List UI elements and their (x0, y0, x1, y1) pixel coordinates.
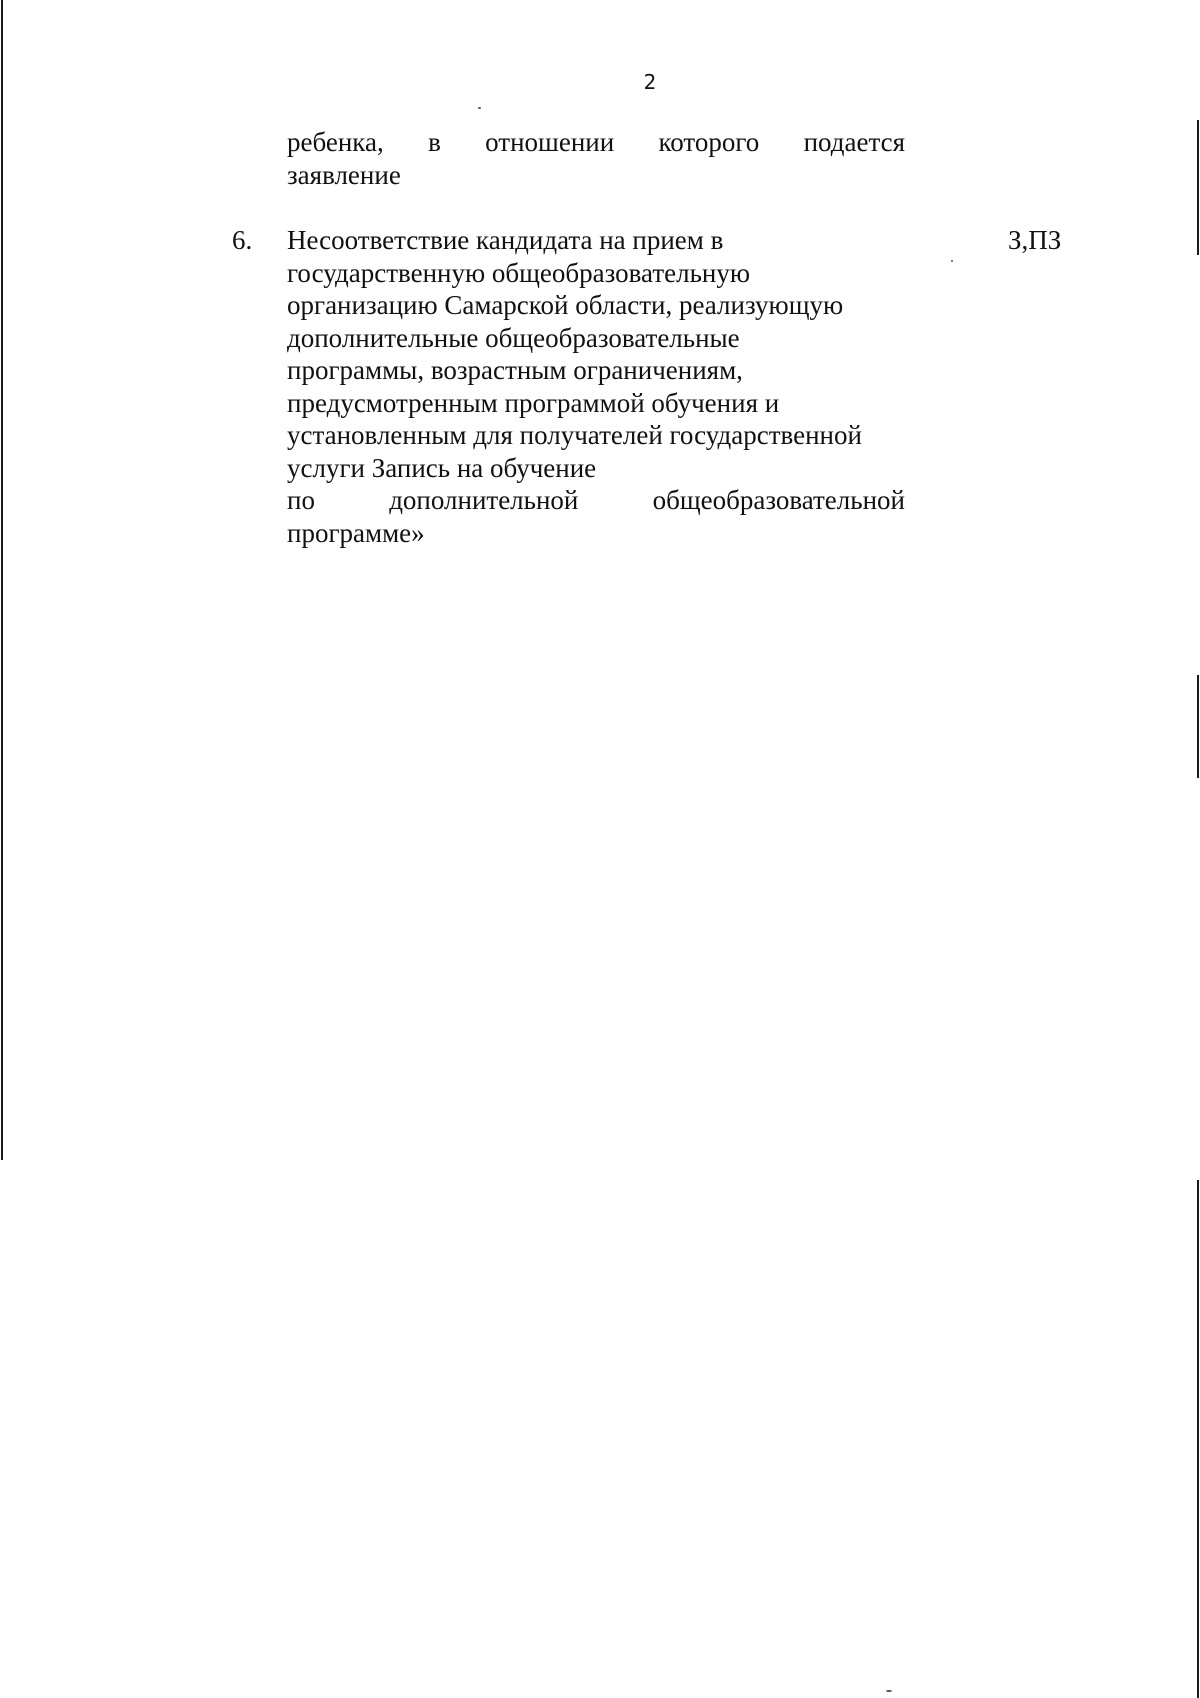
word: в (428, 127, 441, 157)
continuation-line-1 (287, 126, 905, 159)
scan-left-edge-line (1, 0, 3, 1160)
scan-right-edge-line-bottom (1197, 1180, 1199, 1698)
scan-right-edge-line-mid (1197, 675, 1199, 778)
word: дополнительной (389, 485, 579, 515)
continuation-line-2: заявление (287, 159, 401, 190)
item-line: Несоответствие кандидата на прием в (287, 225, 724, 255)
item-line: предусмотренным программой обучения и (287, 387, 780, 418)
word: общеобразовательной (652, 485, 905, 515)
scan-speck (478, 107, 481, 109)
item-code: З,ПЗ (1008, 225, 1062, 255)
item-line: дополнительные общеобразовательные (287, 322, 740, 353)
item-line: программы, возрастным ограничениям, (287, 355, 743, 385)
item-justified-line (287, 484, 905, 517)
item-text (287, 224, 905, 549)
word: отношении (485, 127, 615, 157)
item-number: 6. (232, 225, 253, 255)
word: которого (658, 127, 760, 157)
scan-right-edge-line-top (1197, 120, 1199, 255)
item-line: услуги Запись на обучение (287, 452, 597, 483)
item-line: организацию Самарской области, реализующую (287, 290, 844, 320)
continuation-text (287, 126, 905, 191)
word: подается (803, 127, 905, 157)
page-number-text: 2 (643, 70, 657, 94)
scan-speck (886, 1690, 892, 1692)
item-last-line: программе» (287, 517, 425, 548)
scan-speck (951, 260, 953, 262)
item-line: государственную общеобразовательную (287, 257, 751, 288)
word: ребенка, (287, 127, 384, 157)
item-line: установленным для получателей государственной (287, 420, 862, 450)
word: по (287, 485, 315, 515)
